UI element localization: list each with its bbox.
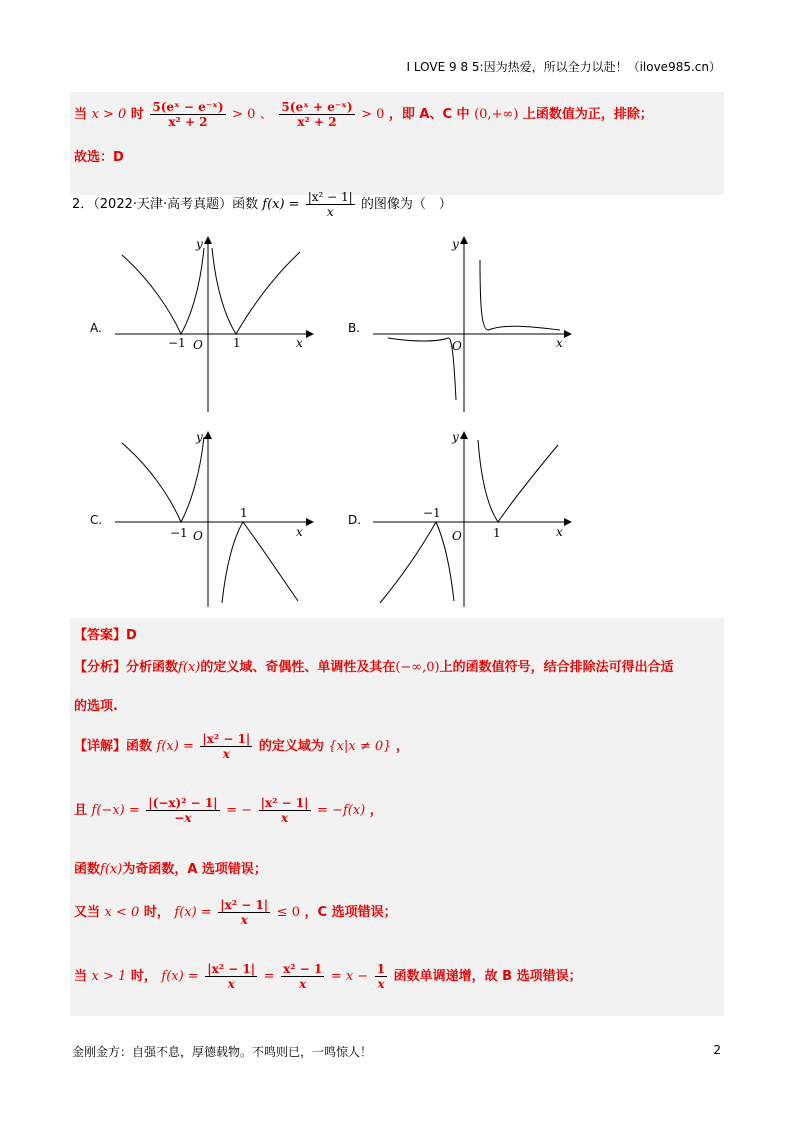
detail-line4: [74, 898, 397, 927]
math: x < 0: [104, 905, 140, 920]
text: 时，: [143, 905, 170, 920]
fraction: $\frac{\text{|x² − 1|}}{x}$: [260, 796, 309, 825]
origin-label: O: [193, 338, 203, 352]
solution-box-prev: [70, 92, 724, 195]
option-b-label: B.: [348, 321, 361, 335]
fraction: $\frac{\text{|x² − 1|}}{x}$: [220, 898, 269, 927]
curve-right: [480, 260, 560, 330]
box1-line2: 故选：D: [74, 150, 124, 165]
curve-left: [380, 522, 454, 603]
origin-label: O: [452, 529, 462, 543]
question-prefix: 2．（2022·天津·高考真题）函数: [72, 197, 259, 212]
tick-1: 1: [233, 336, 241, 350]
fraction: $\frac{\text{x² − 1}}{x}$: [283, 962, 323, 991]
text: 时，: [130, 969, 157, 984]
text: 函数单调递增，故 B 选项错误；: [393, 969, 582, 984]
math: = −: [226, 803, 253, 818]
math: (−∞,0): [395, 660, 440, 675]
y-label: y: [452, 430, 459, 444]
y-label: y: [196, 430, 203, 444]
tick-neg1: −1: [423, 506, 441, 520]
tick-neg1: −1: [170, 526, 188, 540]
text: 上的函数值符号，结合排除法可得出合适: [439, 660, 674, 675]
text: ，C 选项错误；: [304, 905, 397, 920]
math: ≤ 0: [276, 905, 300, 920]
option-c-label: C.: [90, 513, 103, 527]
text: 函数: [74, 862, 101, 877]
tick-1: 1: [493, 526, 501, 540]
text: ，: [395, 739, 409, 754]
question-suffix: 的图像为（ ）: [360, 197, 452, 212]
analysis-line2: 的选项.: [74, 699, 118, 714]
math: f(x) =: [262, 197, 300, 212]
fraction: $\frac{\text{5(eˣ − e⁻ˣ)}}{\text{x² + 2}}$: [152, 100, 224, 129]
text: 的定义域为: [258, 739, 324, 754]
text: 又当: [74, 905, 101, 920]
graph-c: [110, 425, 320, 610]
text: 、: [259, 107, 273, 122]
text: 为奇函数，A 选项错误；: [122, 862, 267, 877]
origin-label: O: [452, 339, 462, 353]
text: ，即 A、C 中: [388, 107, 470, 122]
fraction: $\frac{\text{5(eˣ + e⁻ˣ)}}{\text{x² + 2}}$: [281, 100, 353, 129]
detail-line5: [74, 962, 582, 991]
y-label: y: [452, 237, 459, 251]
curve-left: [388, 338, 456, 400]
detail-line3: [74, 858, 267, 877]
math: f(x) =: [161, 969, 199, 984]
curve-right: [222, 522, 298, 603]
math: f(−x) =: [91, 803, 140, 818]
option-a-label: A.: [90, 321, 102, 335]
math: f(x): [100, 862, 123, 877]
math: = x −: [330, 969, 369, 984]
graph-d: [368, 425, 578, 610]
text: 上函数值为正，排除；: [522, 107, 653, 122]
tick-1: 1: [240, 506, 248, 520]
fraction: $\frac{\text{|x² − 1|}}{x}$: [202, 732, 251, 761]
text: 时: [130, 107, 144, 122]
fraction: $\frac{1}{x}$: [376, 962, 386, 991]
analysis-line1: [74, 656, 674, 675]
math: {x|x ≠ 0}: [328, 739, 392, 754]
math: =: [263, 969, 275, 984]
math: > 0: [361, 107, 385, 122]
math: > 0: [232, 107, 256, 122]
graph-a: [110, 230, 320, 415]
answer-label: 【答案】D: [74, 628, 137, 643]
page-header: I LOVE 9 8 5:因为热爱，所以全力以赴！（ilove985.cn）: [406, 60, 721, 74]
text: ，: [369, 803, 383, 818]
curve-left: [122, 248, 204, 334]
math: x > 0: [91, 107, 127, 122]
math: = −f(x): [317, 803, 366, 818]
fraction: $\frac{\text{|(−x)² − 1|}}{-x}$: [148, 796, 218, 825]
curve-left: [122, 437, 204, 522]
fraction: $\frac{\text{|x² − 1|}}{x}$: [207, 962, 256, 991]
curve-right: [212, 248, 300, 334]
math: f(x) =: [156, 739, 194, 754]
origin-label: O: [193, 529, 203, 543]
x-label: x: [556, 525, 563, 539]
detail-line1: [74, 732, 409, 761]
text: 的定义域、奇偶性、单调性及其在: [200, 660, 396, 675]
fraction: $\frac{\text{|x² − 1|}}{x}$: [307, 190, 353, 219]
math: f(x): [178, 660, 201, 675]
question-line: [72, 190, 452, 219]
option-d-label: D.: [348, 513, 362, 527]
math: x > 1: [91, 969, 127, 984]
detail-line2: [74, 796, 383, 825]
answer-box: [70, 618, 724, 1016]
text: 当: [74, 969, 88, 984]
box1-line1: [74, 100, 653, 129]
tick-neg1: −1: [168, 336, 186, 350]
page-number: 2: [713, 1043, 721, 1057]
x-label: x: [556, 336, 563, 350]
text: 且: [74, 803, 88, 818]
math: (0,+∞): [474, 107, 519, 122]
math: f(x) =: [174, 905, 212, 920]
x-label: x: [296, 525, 303, 539]
y-label: y: [196, 237, 203, 251]
graph-b: [368, 230, 578, 415]
text: 【详解】函数: [74, 739, 153, 754]
text: 【分析】分析函数: [74, 660, 179, 675]
page-footer: 金刚金方：自强不息，厚德载物。不鸣则已，一鸣惊人！: [72, 1045, 373, 1059]
text: 当: [74, 107, 88, 122]
x-label: x: [296, 336, 303, 350]
curve-right: [478, 440, 558, 522]
